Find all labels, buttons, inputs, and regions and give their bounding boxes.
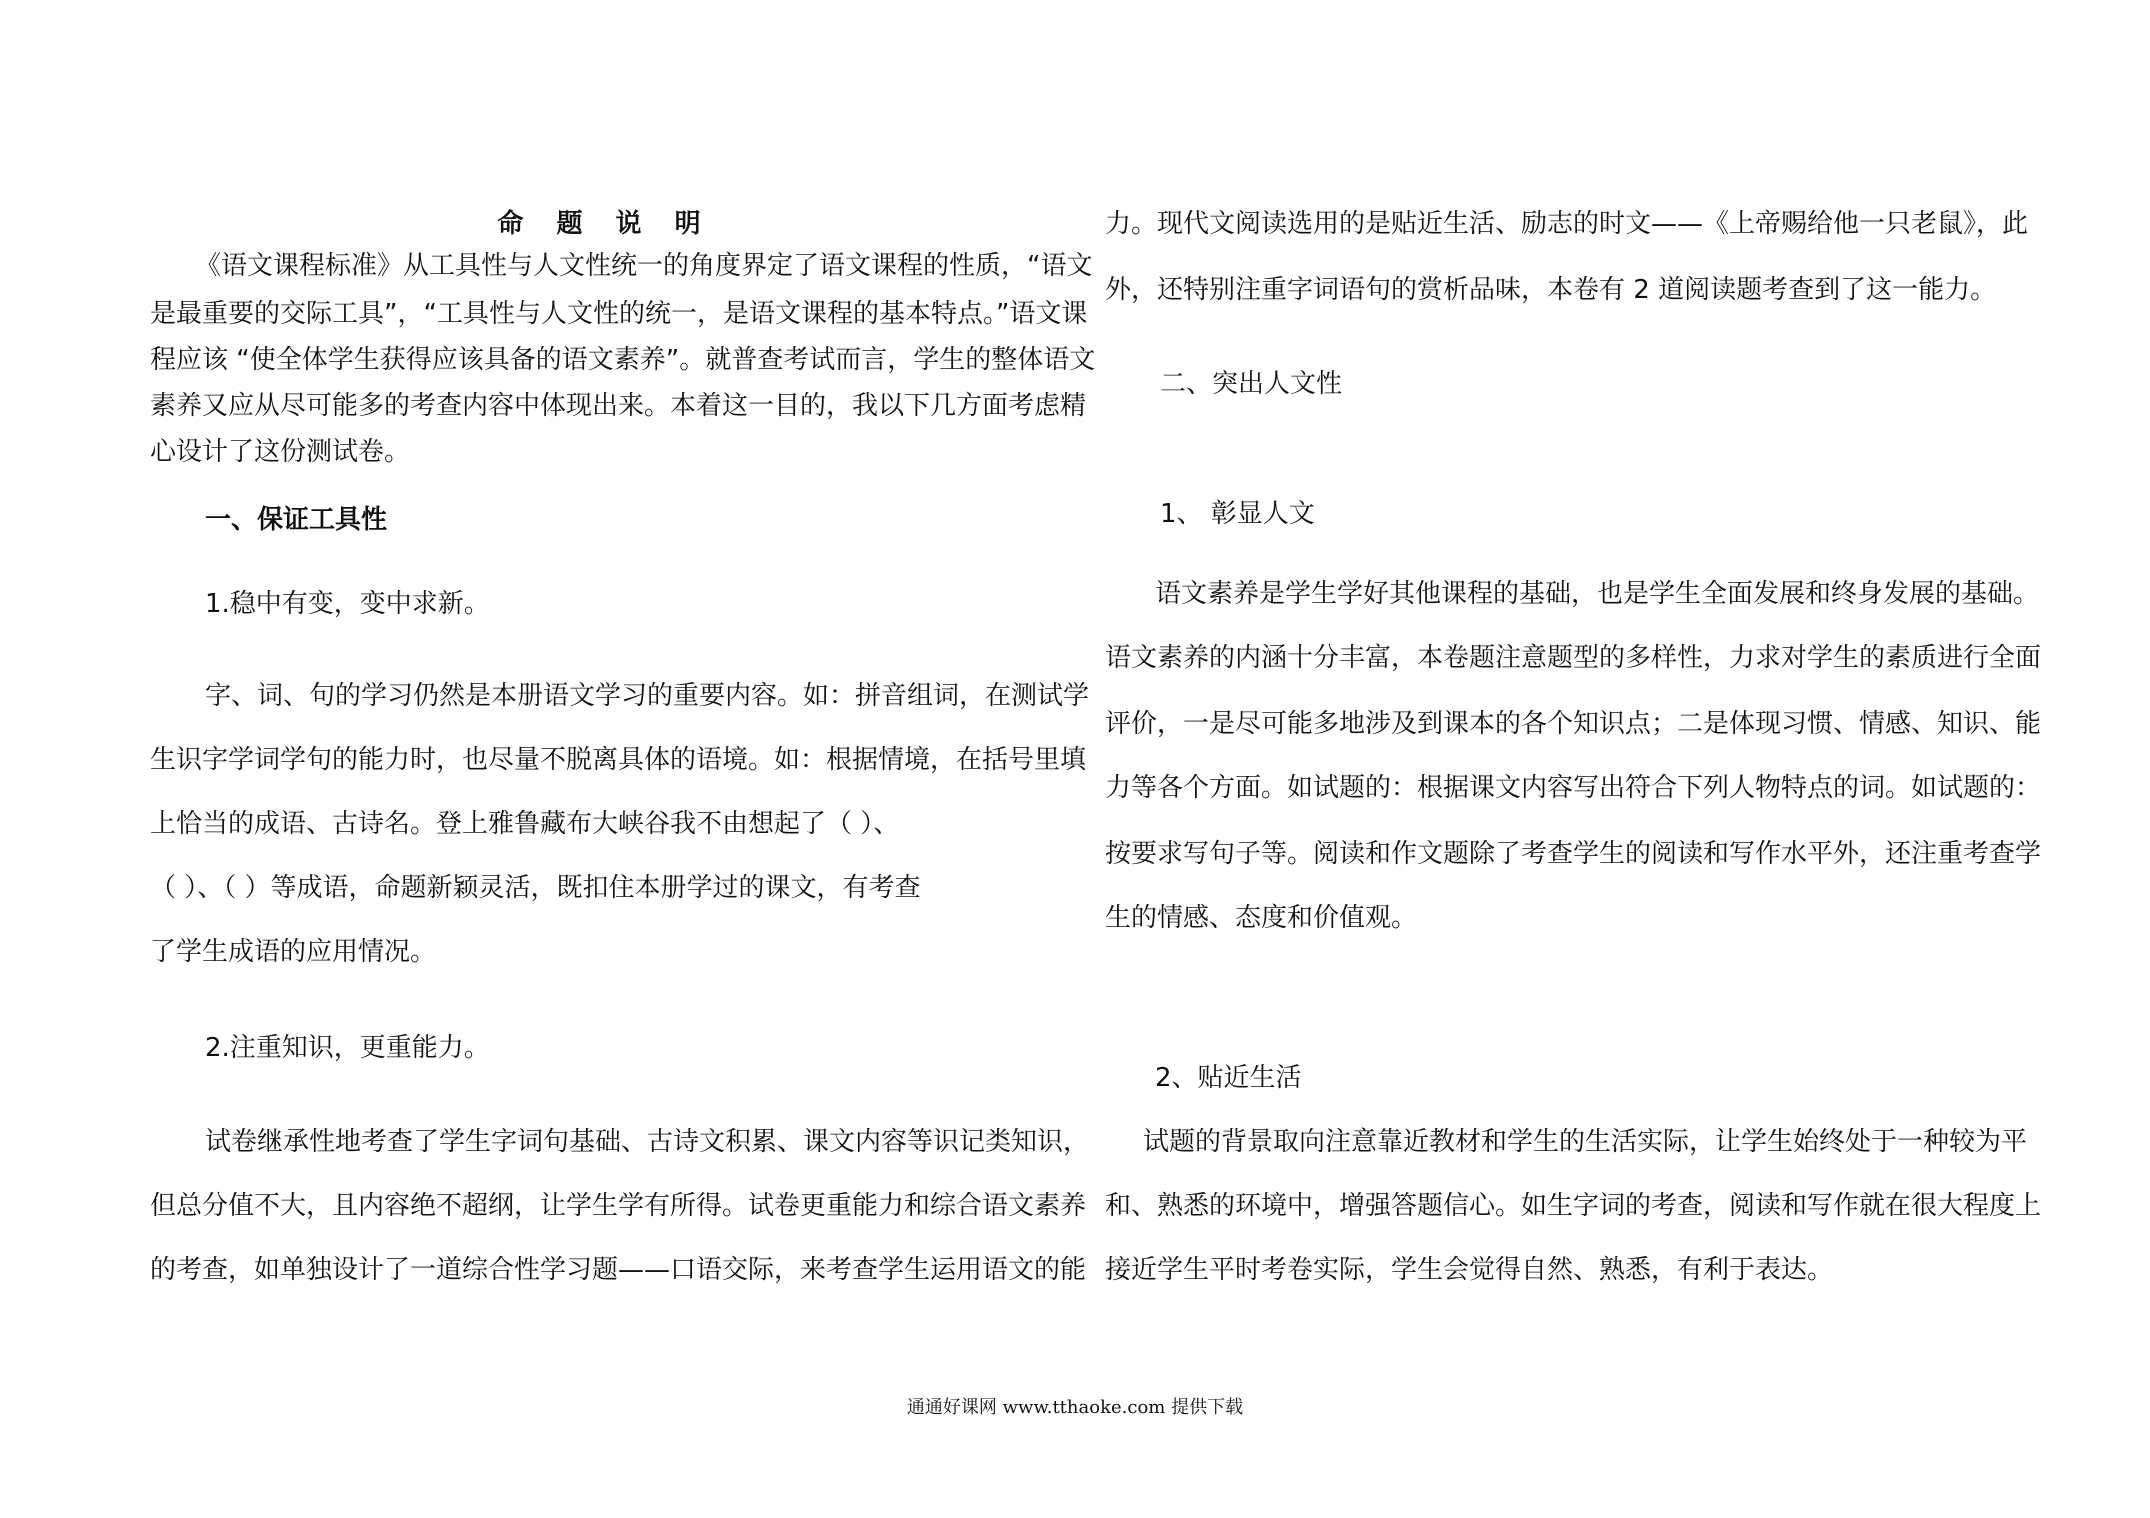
item-heading-1: 1.稳中有变，变中求新。: [205, 589, 490, 619]
item4-line-3: 接近学生平时考卷实际，学生会觉得自然、熟悉，有利于表达。: [1105, 1255, 1834, 1285]
item4-line-1: 试题的背景取向注意靠近教材和学生的生活实际，让学生始终处于一种较为平: [1143, 1127, 2028, 1157]
item3-line-2: 语文素养的内涵十分丰富，本卷题注意题型的多样性，力求对学生的素质进行全面: [1105, 643, 2042, 673]
intro-line-1: 《语文课程标准》从工具性与人文性统一的角度界定了语文课程的性质，“语文: [195, 251, 1093, 281]
item1-line-3: 上恰当的成语、古诗名。登上雅鲁藏布大峡谷我不由想起了（ ）、: [150, 809, 900, 839]
continued-line-2: 外，还特别注重字词语句的赏析品味，本卷有 2 道阅读题考查到了这一能力。: [1105, 275, 1997, 305]
section-heading-humanity: 二、突出人文性: [1160, 369, 1343, 399]
item-heading-2: 2.注重知识，更重能力。: [205, 1033, 490, 1063]
item2-line-1: 试卷继承性地考查了学生字词句基础、古诗文积累、课文内容等识记类知识，: [205, 1127, 1090, 1157]
intro-line-4: 素养又应从尽可能多的考查内容中体现出来。本着这一目的，我以下几方面考虑精: [150, 391, 1087, 421]
item1-line-4: （ ）、（ ）等成语，命题新颖灵活，既扣住本册学过的课文，有考查: [150, 873, 921, 903]
intro-line-2: 是最重要的交际工具”，“工具性与人文性的统一，是语文课程的基本特点。”语文课: [150, 299, 1088, 329]
intro-line-5: 心设计了这份测试卷。: [150, 437, 411, 467]
item3-line-6: 生的情感、态度和价值观。: [1105, 903, 1418, 933]
item1-line-5: 了学生成语的应用情况。: [150, 937, 437, 967]
item2-line-3: 的考查，如单独设计了一道综合性学习题——口语交际，来考查学生运用语文的能: [150, 1255, 1087, 1285]
item2-line-2: 但总分值不大，且内容绝不超纲，让学生学有所得。试卷更重能力和综合语文素养: [150, 1191, 1087, 1221]
item1-line-2: 生识字学词学句的能力时，也尽量不脱离具体的语境。如：根据情境，在括号里填: [150, 745, 1087, 775]
item-heading-3: 1、 彰显人文: [1160, 499, 1315, 529]
document-title: 命 题 说 明: [497, 209, 713, 239]
item3-line-3: 评价，一是尽可能多地涉及到课本的各个知识点；二是体现习惯、情感、知识、能: [1105, 709, 2042, 739]
item3-line-5: 按要求写句子等。阅读和作文题除了考查学生的阅读和写作水平外，还注重考查学: [1105, 839, 2042, 869]
item3-line-1: 语文素养是学生学好其他课程的基础，也是学生全面发展和终身发展的基础。: [1155, 579, 2040, 609]
footer-source: 通通好课网 www.tthaoke.com 提供下载: [906, 1397, 1244, 1418]
item-heading-4: 2、贴近生活: [1155, 1063, 1302, 1093]
intro-line-3: 程应该 “使全体学生获得应该具备的语文素养”。就普查考试而言，学生的整体语文: [150, 345, 1096, 375]
section-heading-tool: 一、保证工具性: [205, 505, 388, 535]
item3-line-4: 力等各个方面。如试题的：根据课文内容写出符合下列人物特点的词。如试题的：: [1105, 773, 2042, 803]
continued-line-1: 力。现代文阅读选用的是贴近生活、励志的时文——《上帝赐给他一只老鼠》，此: [1105, 209, 2029, 239]
item1-line-1: 字、词、句的学习仍然是本册语文学习的重要内容。如：拼音组词，在测试学: [205, 681, 1090, 711]
item4-line-2: 和、熟悉的环境中，增强答题信心。如生字词的考查，阅读和写作就在很大程度上: [1105, 1191, 2042, 1221]
